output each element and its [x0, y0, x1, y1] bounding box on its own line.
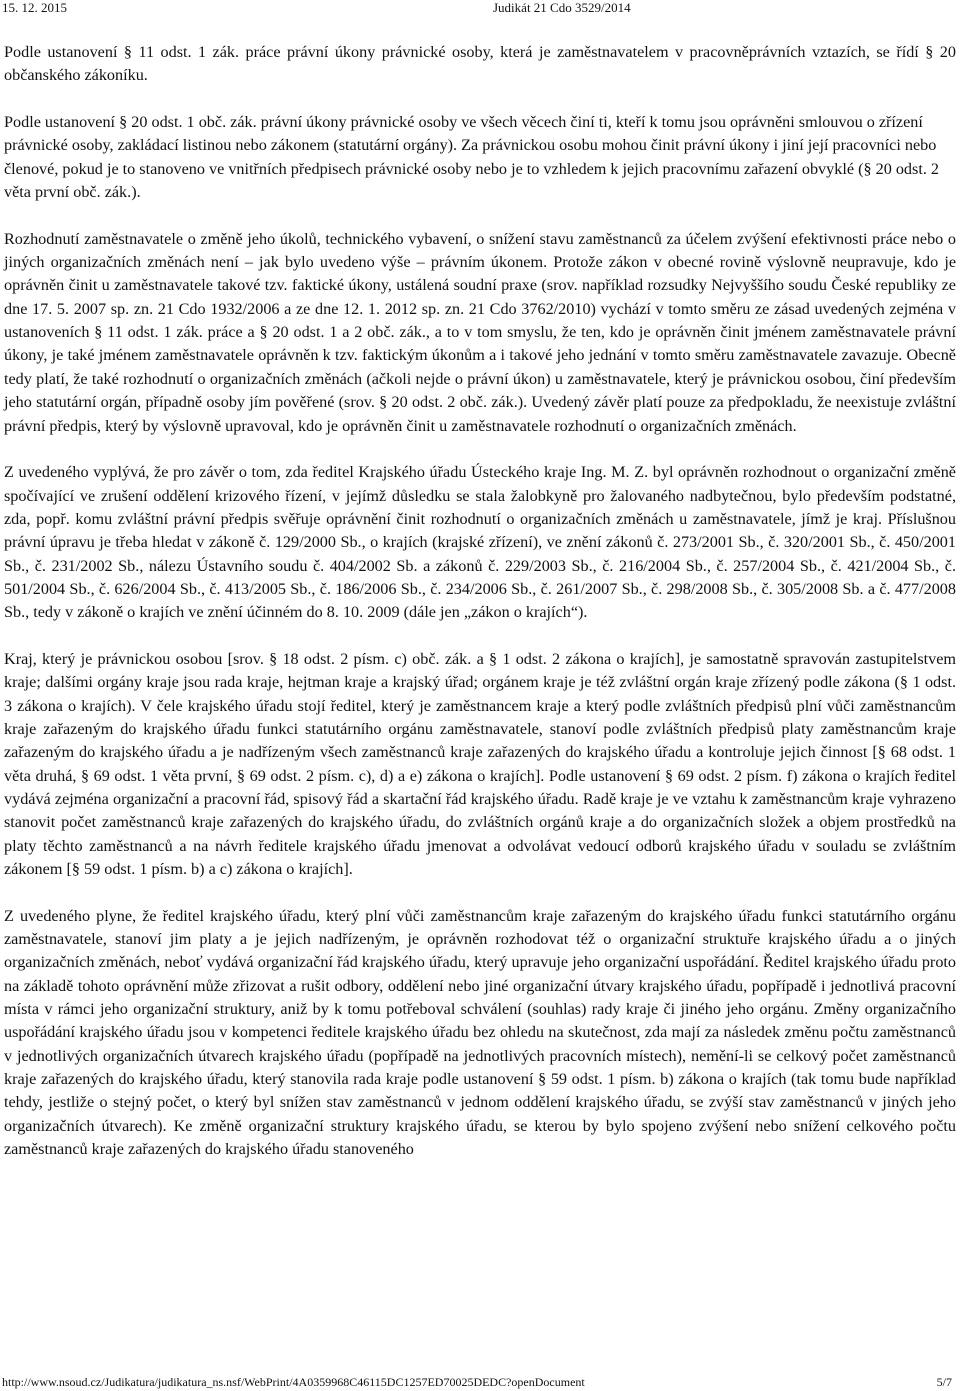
paragraph: Z uvedeného plyne, že ředitel krajského úřadu, který plní vůči zaměstnancům kraje zařazeným do krajského úřadu funkci statutárního orgánu zaměstnavatele, stanoví jim platy a je jejich nadřízeným, je oprávněn rozhodovat též o organizační struktuře krajského úřadu a o jiných organizačních změnách, neboť vydává organizační řád krajského úřadu, který upravuje jeho organizační uspořádání. Ředitel krajského úřadu proto na základě tohoto oprávnění může zřizovat a rušit odbory, oddělení nebo jiné organizační útvary krajského úřadu, popřípadě i jednotlivá pracovní místa v rámci jeho organizační struktury, aniž by k tomu potřeboval schválení (souhlas) rady kraje či jiného jeho orgánu. Změny organizačního uspořádání krajského úřadu jsou v kompetenci ředitele krajského úřadu bez ohledu na skutečnost, zda mají za následek změnu počtu zaměstnanců v jednotlivých organizačních útvarech krajského úřadu (popřípadě na jednotlivých pracovních místech), nemění-li se celkový počet zaměstnanců kraje zařazených do krajského úřadu, který stanovila rada kraje podle ustanovení § 59 odst. 1 písm. b) zákona o krajích (tak tomu bude například tehdy, jestliže o stejný počet, o který byl snížen stav zaměstnanců v jednom oddělení krajského úřadu, se zvýší stav zaměstnanců v jiných jeho organizačních útvarech). Ke změně organizační struktury krajského úřadu, se kterou by bylo spojeno zvýšení nebo snížení celkového počtu zaměstnanců kraje zařazených do krajského úřadu stanoveného	[4, 906, 956, 1159]
document-body	[4, 41, 956, 1162]
header-document-ref: Judikát 21 Cdo 3529/2014	[493, 0, 631, 15]
paragraph: Podle ustanovení § 11 odst. 1 zák. práce právní úkony právnické osoby, která je zaměstnavatelem v pracovněprávních vztazích, se řídí § 20 občanského zákoníku.	[4, 43, 956, 85]
header-date: 15. 12. 2015	[2, 0, 67, 15]
paragraph: Podle ustanovení § 20 odst. 1 obč. zák. právní úkony právnické osoby ve všech věcech činí ti, kteří k tomu jsou oprávněni smlouvou o zřízení právnické osoby, zakládací listinou nebo zákonem (statutární orgány). Za právnickou osobu mohou činit právní úkony i jiní její pracovníci nebo členové, pokud je to stanoveno ve vnitřních předpisech právnické osoby nebo je to vzhledem k jejich pracovnímu zařazení obvyklé (§ 20 odst. 2 věta první obč. zák.).	[4, 113, 940, 202]
page-header	[0, 0, 960, 20]
footer-url: http://www.nsoud.cz/Judikatura/judikatura_ns.nsf/WebPrint/4A0359968C46115DC1257ED70025DEDC?openDocument	[2, 1375, 585, 1389]
paragraph: Z uvedeného vyplývá, že pro závěr o tom, zda ředitel Krajského úřadu Ústeckého kraje Ing. M. Z. byl oprávněn rozhodnout o organizační změně spočívající ve zrušení oddělení krizového řízení, v jejímž důsledku se stala žalobkyně pro žalovaného nadbytečnou, bylo především podstatné, zda, popř. komu zvláštní právní předpis svěřuje oprávnění činit rozhodnutí o organizačních změnách u zaměstnavatele, jímž je kraj. Příslušnou právní úpravu je třeba hledat v zákoně č. 129/2000 Sb., o krajích (krajské zřízení), ve znění zákonů č. 273/2001 Sb., č. 320/2001 Sb., č. 450/2001 Sb., č. 231/2002 Sb., nálezu Ústavního soudu č. 404/2002 Sb. a zákonů č. 229/2003 Sb., č. 216/2004 Sb., č. 257/2004 Sb., č. 421/2004 Sb., č. 501/2004 Sb., č. 626/2004 Sb., č. 413/2005 Sb., č. 186/2006 Sb., č. 234/2006 Sb., č. 261/2007 Sb., č. 298/2008 Sb., č. 305/2008 Sb. a č. 477/2008 Sb., tedy v zákoně o krajích ve znění účinném do 8. 10. 2009 (dále jen „zákon o krajích“).	[4, 463, 956, 622]
paragraph: Rozhodnutí zaměstnavatele o změně jeho úkolů, technického vybavení, o snížení stavu zaměstnanců za účelem zvýšení efektivnosti práce nebo o jiných organizačních změnách není – jak bylo uvedeno výše – právním úkonem. Protože zákon v obecné rovině výslovně neupravuje, kdo je oprávněn činit u zaměstnavatele takové tzv. faktické úkony, ustálená soudní praxe (srov. například rozsudky Nejvyššího soudu České republiky ze dne 17. 5. 2007 sp. zn. 21 Cdo 1932/2006 a ze dne 12. 1. 2012 sp. zn. 21 Cdo 3762/2010) vychází v tomto směru ze zásad uvedených zejména v ustanoveních § 11 odst. 1 zák. práce a § 20 odst. 1 a 2 obč. zák., a to v tom smyslu, že ten, kdo je oprávněn činit jménem zaměstnavatele právní úkony, je také jménem zaměstnavatele oprávněn k tzv. faktickým úkonům a i takové jeho jednání v tomto směru zaměstnavatele zavazuje. Obecně tedy platí, že také rozhodnutí o organizačních změnách (ačkoli nejde o právní úkon) u zaměstnavatele, který je právnickou osobou, činí především jeho statutární orgán, případně osoby jím pověřené (srov. § 20 odst. 2 obč. zák.). Uvedený závěr platí pouze za předpokladu, že neexistuje zvláštní právní předpis, který by výslovně upravoval, kdo je oprávněn činit u zaměstnavatele rozhodnutí o organizačních změnách.	[4, 229, 956, 435]
paragraph: Kraj, který je právnickou osobou [srov. § 18 odst. 2 písm. c) obč. zák. a § 1 odst. 2 zákona o krajích], je samostatně spravován zastupitelstvem kraje; dalšími orgány kraje jsou rada kraje, hejtman kraje a krajský úřad; orgánem kraje je též zvláštní orgán kraje zřízený podle zákona (§ 1 odst. 3 zákona o krajích). V čele krajského úřadu stojí ředitel, který je zaměstnancem kraje a který podle zvláštních předpisů plní vůči zaměstnancům kraje zařazeným do krajského úřadu funkci statutárního orgánu zaměstnavatele, stanoví podle zvláštních předpisů platy zaměstnancům kraje zařazeným do krajského úřadu a je nadřízeným všech zaměstnanců kraje zařazených do krajského úřadu a kontroluje jejich činnost [§ 68 odst. 1 věta druhá, § 69 odst. 1 věta první, § 69 odst. 2 písm. c), d) a e) zákona o krajích]. Podle ustanovení § 69 odst. 2 písm. f) zákona o krajích ředitel vydává zejména organizační a pracovní řád, spisový řád a skartační řád krajského úřadu. Radě kraje je ve vztahu k zaměstnancům kraje vyhrazeno stanovit počet zaměstnanců kraje zařazených do krajského úřadu, do zvláštních orgánů kraje a do organizačních složek a objem prostředků na platy těchto zaměstnanců a na návrh ředitele krajského úřadu jmenovat a odvolávat vedoucí odborů krajského úřadu v souladu se zvláštním zákonem [§ 59 odst. 1 písm. b) a c) zákona o krajích].	[4, 649, 956, 879]
page-footer	[0, 1374, 960, 1390]
page-number: 5/7	[936, 1375, 952, 1389]
